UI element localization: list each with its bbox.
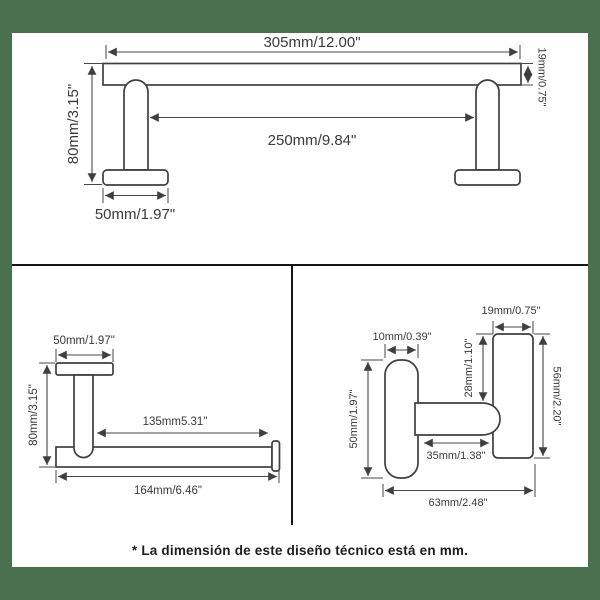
panel-divider-vertical [291, 265, 293, 525]
dim-base-width: 50mm/1.97" [94, 206, 176, 223]
dim-plate-width: 19mm/0.75" [481, 305, 541, 317]
towel-bar-right-base [455, 170, 520, 185]
hook-knob [385, 360, 418, 478]
towel-bar-right-post [476, 80, 499, 170]
units-caption: * La dimensión de este diseño técnico está en mm. [131, 543, 469, 558]
hook-arm [415, 403, 500, 435]
dim-plate-height: 56mm/2.20" [550, 366, 563, 426]
dim-plate-width: 50mm/1.97" [53, 335, 115, 347]
dim-total-length: 305mm/12.00" [263, 34, 361, 51]
hook-wall-plate [493, 334, 533, 458]
dim-mount-height: 80mm/3.15" [28, 384, 41, 446]
dim-upper-offset: 28mm/1.10" [462, 338, 475, 398]
robe-hook-drawing [292, 265, 588, 525]
dim-total-length: 164mm/6.46" [133, 485, 203, 497]
paper-holder-end-cap [272, 441, 280, 471]
towel-bar-drawing [12, 33, 588, 264]
dim-mount-height: 80mm/3.15" [64, 83, 82, 165]
dim-bar-diameter: 19mm/0.75" [535, 47, 548, 107]
towel-bar-rail [103, 64, 521, 86]
dim-inner-length: 135mm5.31" [142, 416, 208, 428]
dim-total-depth: 63mm/2.48" [428, 497, 488, 509]
dim-inner-length: 250mm/9.84" [267, 132, 357, 149]
paper-holder-post [74, 375, 93, 458]
dim-knob-width: 10mm/0.39" [372, 331, 432, 343]
dim-arm-length: 35mm/1.38" [426, 450, 486, 462]
dim-knob-height: 50mm/1.97" [347, 389, 360, 449]
toilet-paper-holder-drawing [12, 265, 291, 525]
towel-bar-left-base [103, 170, 168, 185]
paper-holder-wall-plate [56, 363, 113, 375]
panel-divider-horizontal [12, 264, 588, 266]
towel-bar-left-post [124, 80, 148, 170]
